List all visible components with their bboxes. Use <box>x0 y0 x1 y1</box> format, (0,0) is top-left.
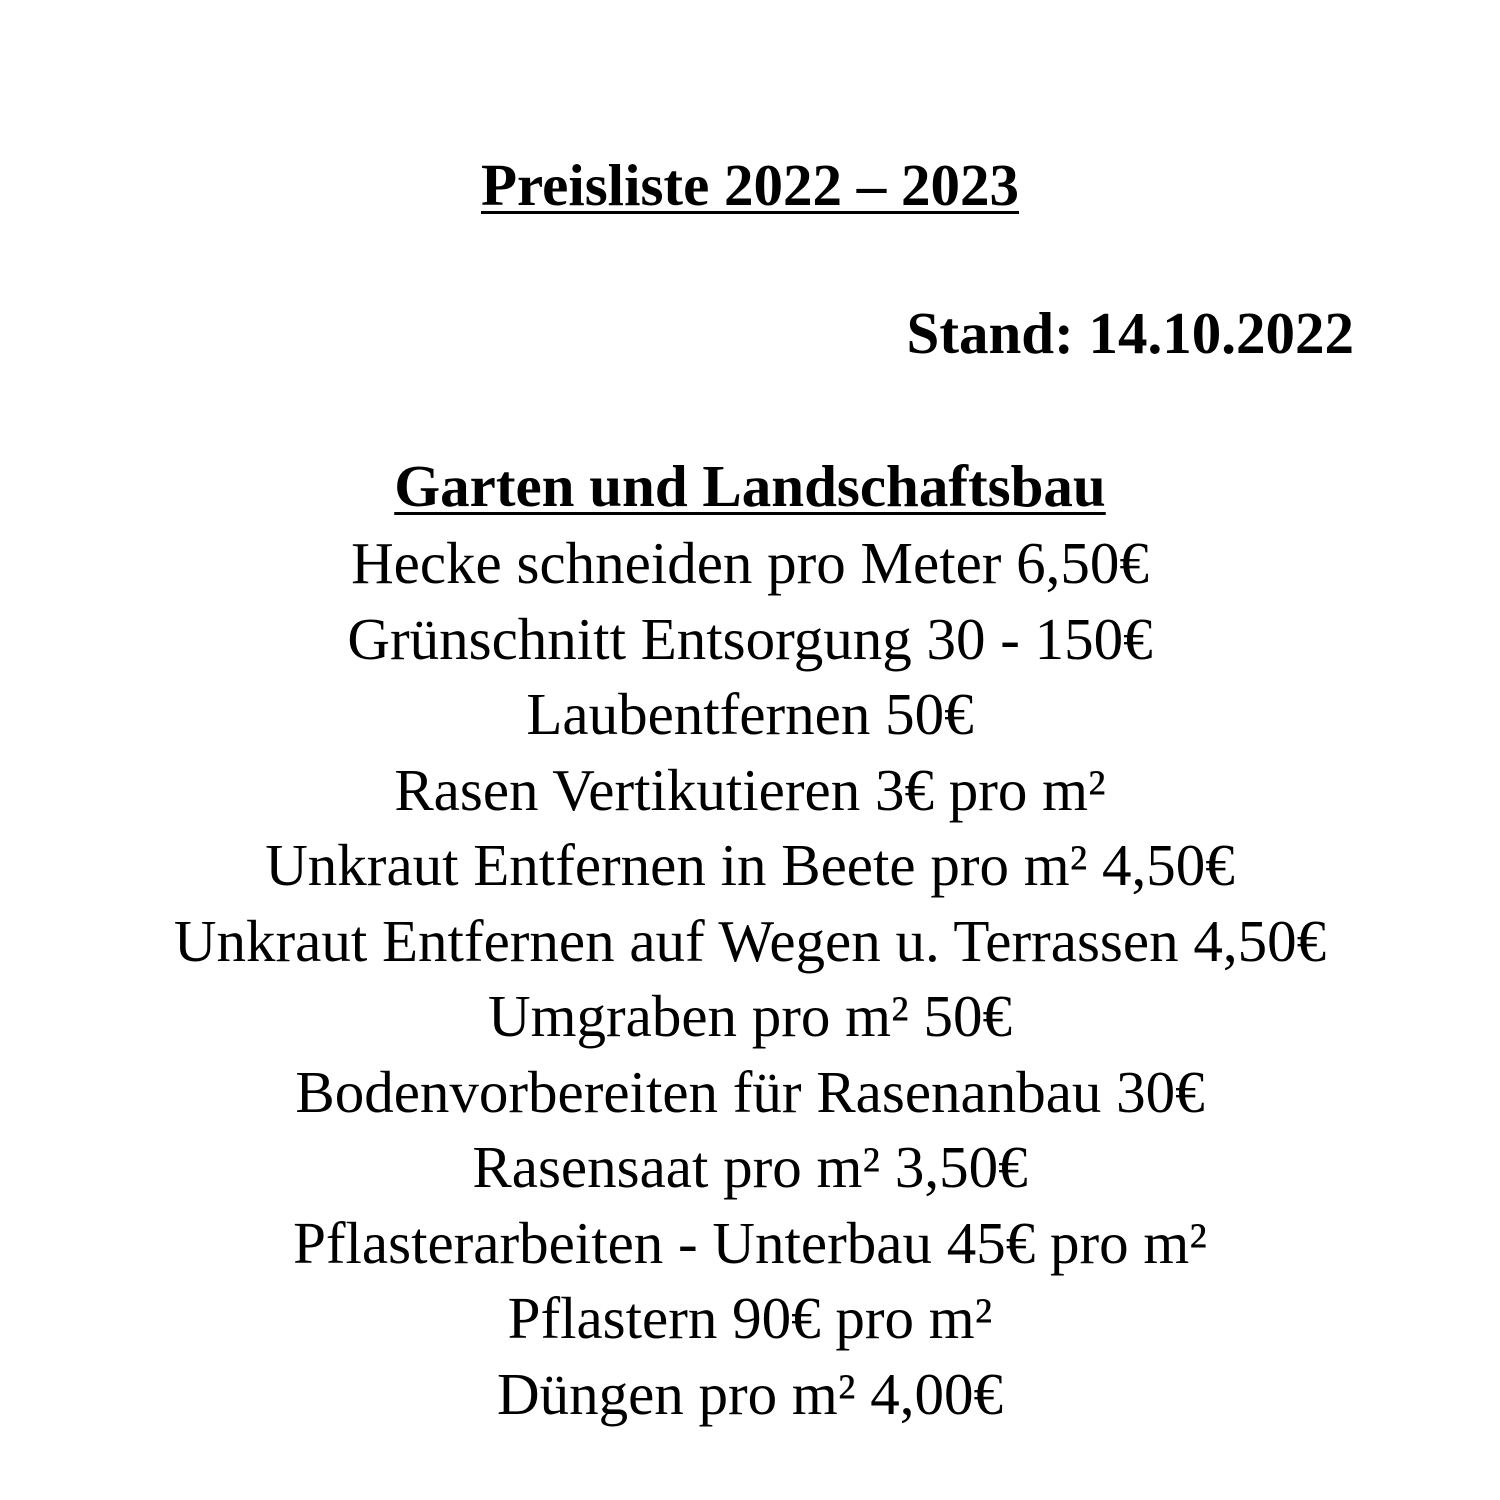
price-item: Pflastern 90€ pro m² <box>507 1285 993 1351</box>
date-stamp: Stand: 14.10.2022 <box>906 300 1354 366</box>
price-item: Grünschnitt Entsorgung 30 - 150€ <box>347 605 1153 672</box>
price-item: Unkraut Entfernen auf Wegen u. Terrassen 4,50€ <box>173 907 1327 974</box>
price-section <box>0 451 1500 1432</box>
price-item: Unkraut Entfernen in Beete pro m² 4,50€ <box>265 832 1235 898</box>
price-item: Laubentfernen 50€ <box>526 681 974 747</box>
price-item: Rasen Vertikutieren 3€ pro m² <box>394 756 1106 823</box>
price-item: Rasensaat pro m² 3,50€ <box>472 1134 1028 1200</box>
price-item: Bodenvorbereiten für Rasenanbau 30€ <box>295 1058 1205 1125</box>
price-item: Umgraben pro m² 50€ <box>488 983 1012 1049</box>
price-list <box>170 526 1330 1432</box>
price-item: Pflasterarbeiten - Unterbau 45€ pro m² <box>293 1209 1207 1276</box>
price-item: Düngen pro m² 4,00€ <box>496 1360 1004 1427</box>
page-title: Preisliste 2022 – 2023 <box>480 152 1020 218</box>
section-heading: Garten und Landschaftsbau <box>394 453 1106 519</box>
price-item: Hecke schneiden pro Meter 6,50€ <box>351 530 1149 596</box>
